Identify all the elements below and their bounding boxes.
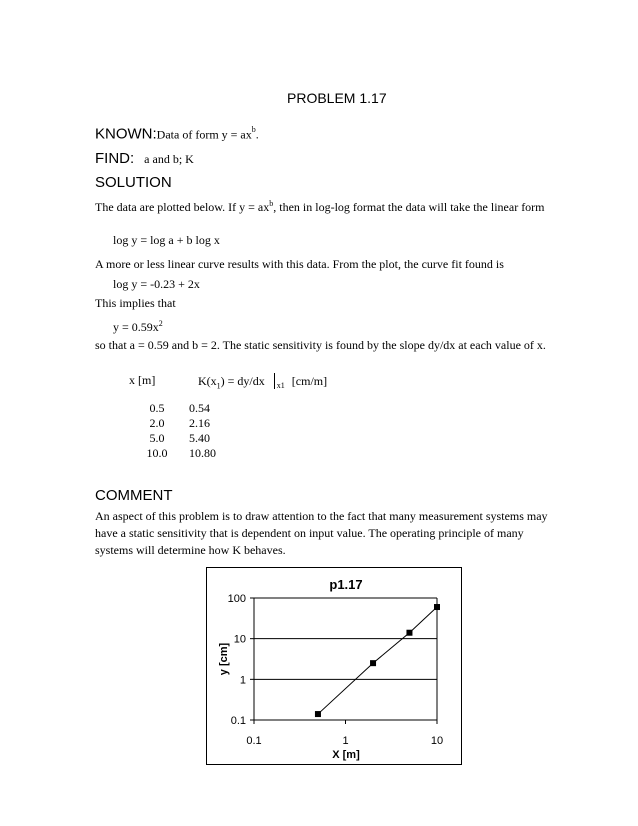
solution-paragraph-2: A more or less linear curve results with this data. From the plot, the curve fit found is [95, 257, 504, 271]
data-point [406, 630, 412, 636]
known-end: . [255, 127, 259, 142]
comment-heading: COMMENT [95, 487, 173, 504]
eq3-exponent: 2 [158, 319, 163, 328]
table-cell-k: 10.80 [189, 446, 216, 460]
solution-paragraph-1 [95, 195, 550, 216]
solution-heading: SOLUTION [95, 174, 172, 191]
table-header-x: x [m] [129, 373, 156, 387]
y-tick-label: 0.1 [230, 715, 246, 727]
p1-before: The data are plotted below. If y = ax [95, 200, 270, 214]
x-tick-label: 0.1 [246, 735, 262, 747]
series-line [318, 607, 437, 714]
table-cell-k: 2.16 [189, 416, 210, 430]
table-cell-k: 5.40 [189, 431, 210, 445]
table-cell-x: 0.5 [149, 401, 165, 415]
equation-power-law [113, 315, 163, 336]
solution-paragraph-4: so that a = 0.59 and b = 2. The static sensitivity is found by the slope dy/dx at each value of x. [95, 338, 546, 352]
k-pre: K(x [198, 374, 217, 388]
chart-title: p1.17 [329, 577, 363, 592]
x-axis-label: X [m] [332, 749, 360, 761]
table-row [127, 446, 216, 461]
p1-after: , then in log-log format the data will take the linear form [273, 200, 545, 214]
sensitivity-table [127, 401, 216, 461]
y-axis-label: y [cm] [218, 642, 230, 676]
table-cell-x: 10.0 [146, 446, 168, 460]
equation-curve-fit: log y = -0.23 + 2x [113, 277, 200, 291]
chart-svg [207, 568, 461, 764]
evaluation-bar [274, 373, 275, 389]
solution-paragraph-3: This implies that [95, 296, 176, 310]
table-cell-x: 5.0 [149, 431, 165, 445]
table-row [127, 431, 216, 446]
comment-text: An aspect of this problem is to draw attention to the fact that many measurement systems may have a static sensitivity that is dependent on input value. The operating principle of many systems will determine how K behaves. [95, 509, 548, 557]
k-post: ) = dy/dx [220, 374, 265, 388]
data-point [434, 604, 440, 610]
x-tick-label: 1 [342, 735, 349, 747]
table-cell-k: 0.54 [189, 401, 210, 415]
table-row [127, 401, 216, 416]
find-line [95, 150, 194, 168]
k-sub: 1 [216, 381, 221, 391]
equation-log-form: log y = log a + b log x [113, 233, 220, 247]
find-text: a and b; K [144, 152, 194, 166]
table-row [127, 416, 216, 431]
y-tick-label: 1 [239, 674, 246, 687]
x-tick-label: 10 [430, 735, 444, 747]
known-label: KNOWN: [95, 125, 157, 143]
k-unit: [cm/m] [291, 374, 328, 388]
data-point [315, 711, 321, 717]
k-eval-sub: x1 [276, 381, 285, 391]
p1-exponent: b [269, 199, 274, 208]
problem-title: PROBLEM 1.17 [287, 90, 387, 106]
known-text: Data of form y = ax [156, 127, 252, 142]
y-tick-label: 100 [227, 593, 246, 605]
table-header-k [198, 373, 327, 390]
chart-frame [206, 567, 462, 765]
table-cell-x: 2.0 [149, 416, 165, 430]
y-tick-label: 10 [233, 633, 246, 646]
known-exponent: b [251, 125, 256, 134]
data-point [370, 660, 376, 666]
eq3-text: y = 0.59x [113, 320, 159, 334]
known-line [95, 125, 259, 143]
find-label: FIND: [95, 150, 135, 167]
